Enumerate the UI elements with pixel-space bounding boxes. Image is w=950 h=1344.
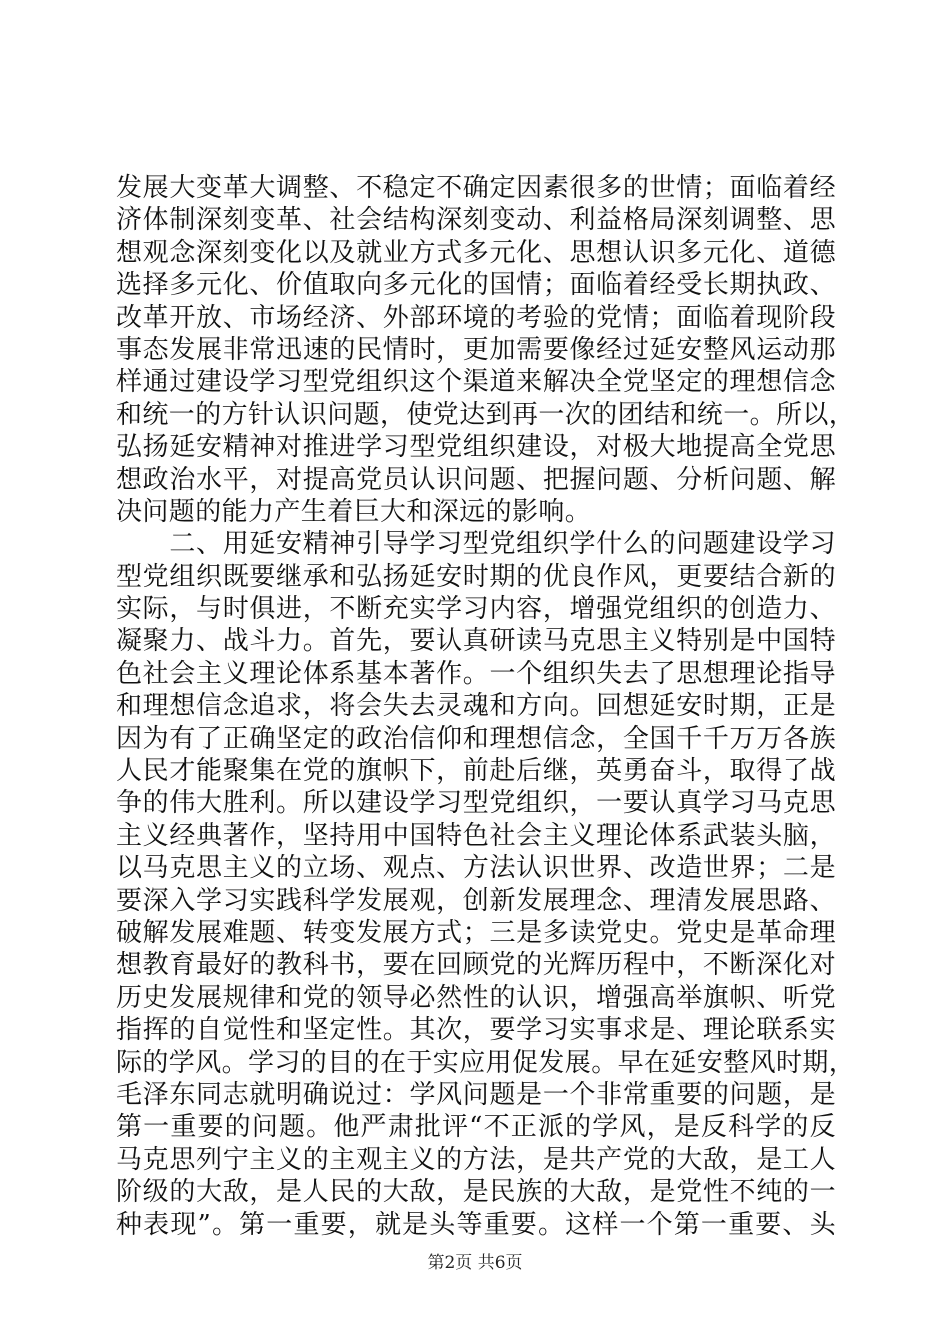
- text-line: 马克思列宁主义的主观主义的方法，是共产党的大敌，是工人: [116, 1144, 836, 1175]
- text-line: 选择多元化、价值取向多元化的国情；面临着经受长期执政、: [116, 270, 836, 301]
- text-line: 实际，与时俱进，不断充实学习内容，增强党组织的创造力、: [116, 594, 836, 625]
- text-line: 破解发展难题、转变发展方式；三是多读党史。党史是革命理: [116, 917, 836, 948]
- text-line: 想教育最好的教科书，要在回顾党的光辉历程中，不断深化对: [116, 950, 836, 981]
- text-line: 决问题的能力产生着巨大和深远的影响。: [116, 496, 592, 527]
- text-line: 指挥的自觉性和坚定性。其次，要学习实事求是、理论联系实: [116, 1015, 836, 1046]
- text-line: 主义经典著作，坚持用中国特色社会主义理论体系武装头脑，: [116, 820, 836, 851]
- page-number-footer: 第2页 共6页: [427, 1253, 523, 1273]
- text-line: 争的伟大胜利。所以建设学习型党组织，一要认真学习马克思: [116, 788, 836, 819]
- text-line: 要深入学习实践科学发展观，创新发展理念、理清发展思路、: [116, 885, 836, 916]
- text-line: 因为有了正确坚定的政治信仰和理想信念，全国千千万万各族: [116, 723, 836, 754]
- text-line: 和理想信念追求，将会失去灵魂和方向。回想延安时期，正是: [116, 691, 836, 722]
- text-line: 以马克思主义的立场、观点、方法认识世界、改造世界；二是: [116, 853, 836, 884]
- text-line: 种表现”。第一重要，就是头等重要。这样一个第一重要、头: [116, 1209, 836, 1240]
- text-line: 改革开放、市场经济、外部环境的考验的党情；面临着现阶段: [116, 302, 836, 333]
- text-line: 人民才能聚集在党的旗帜下，前赴后继，英勇奋斗，取得了战: [116, 756, 836, 787]
- text-line: 毛泽东同志就明确说过：学风问题是一个非常重要的问题，是: [116, 1079, 836, 1110]
- text-line: 色社会主义理论体系基本著作。一个组织失去了思想理论指导: [116, 658, 836, 689]
- text-line: 历史发展规律和党的领导必然性的认识，增强高举旗帜、听党: [116, 982, 836, 1013]
- text-line: 济体制深刻变革、社会结构深刻变动、利益格局深刻调整、思: [116, 205, 836, 236]
- text-line: 二、用延安精神引导学习型党组织学什么的问题建设学习: [116, 529, 836, 560]
- text-line: 事态发展非常迅速的民情时，更加需要像经过延安整风运动那: [116, 334, 836, 365]
- text-line: 弘扬延安精神对推进学习型党组织建设，对极大地提高全党思: [116, 432, 836, 463]
- text-line: 第一重要的问题。他严肃批评“不正派的学风，是反科学的反: [116, 1112, 836, 1143]
- text-line: 和统一的方针认识问题，使党达到再一次的团结和统一。所以，: [116, 399, 856, 430]
- text-line: 际的学风。学习的目的在于实应用促发展。早在延安整风时期，: [116, 1047, 856, 1078]
- document-body: [116, 172, 856, 1241]
- text-line: 发展大变革大调整、不稳定不确定因素很多的世情；面临着经: [116, 173, 836, 203]
- text-line: 样通过建设学习型党组织这个渠道来解决全党坚定的理想信念: [116, 367, 836, 398]
- text-line: 型党组织既要继承和弘扬延安时期的优良作风，更要结合新的: [116, 561, 836, 592]
- text-line: 想政治水平，对提高党员认识问题、把握问题、分析问题、解: [116, 464, 836, 495]
- text-line: 阶级的大敌，是人民的大敌，是民族的大敌，是党性不纯的一: [116, 1177, 836, 1208]
- text-line: 凝聚力、战斗力。首先，要认真研读马克思主义特别是中国特: [116, 626, 836, 657]
- text-line: 想观念深刻变化以及就业方式多元化、思想认识多元化、道德: [116, 237, 836, 268]
